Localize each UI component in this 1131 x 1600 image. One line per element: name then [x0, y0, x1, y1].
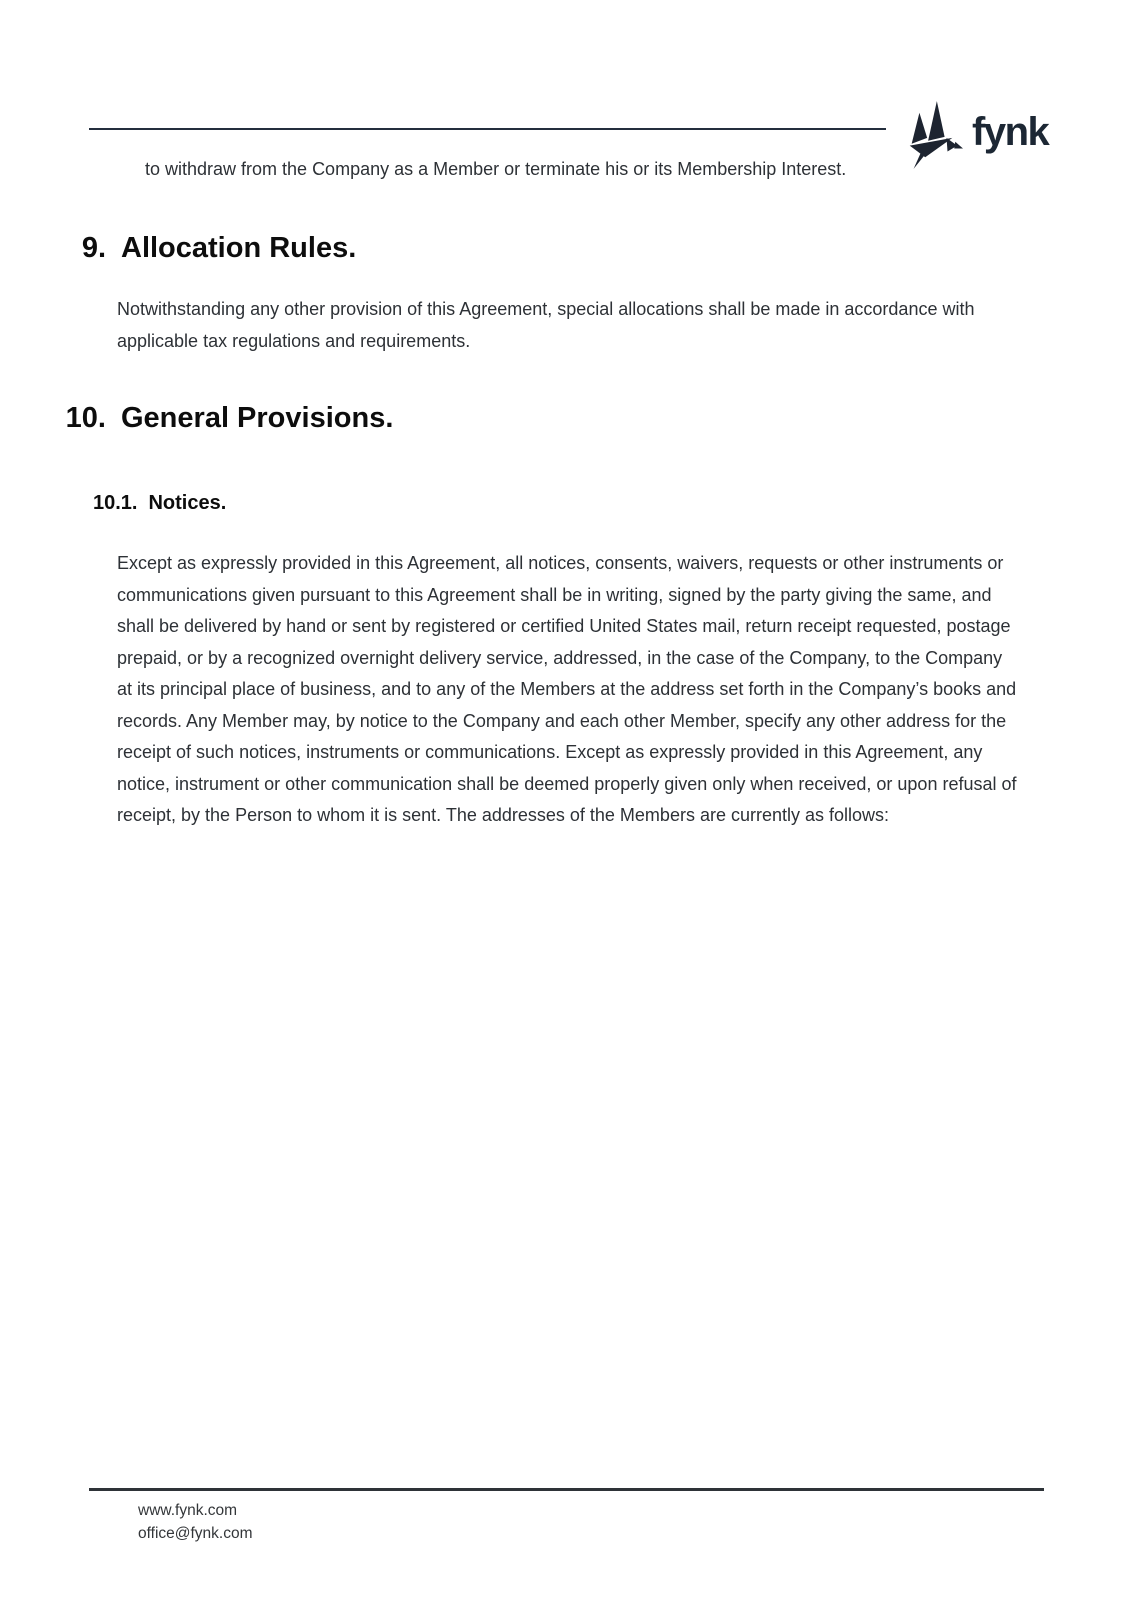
subsection-10-1-number: 10.1.: [93, 492, 138, 514]
section-10-title: General Provisions.: [121, 402, 394, 434]
footer-email: office@fynk.com: [138, 1525, 253, 1542]
subsection-10-1-heading: [93, 490, 226, 516]
footer-divider: [89, 1488, 1044, 1491]
footer-website: www.fynk.com: [138, 1502, 238, 1519]
continuation-text: to withdraw from the Company as a Member or terminate his or its Membership Interest.: [145, 159, 847, 179]
subsection-10-1-body: Except as expressly provided in this Agreement, all notices, consents, waivers, requests or other instruments or communications given pursuant to this Agreement shall be in writing, signed by the party giving the same, and shall be delivered by hand or sent by registered or certified United States mail, return receipt requested, postage prepaid, or by a recognized overnight delivery service, addressed, in the case of the Company, to the Company at its principal place of business, and to any of the Members at the address set forth in the Company’s books and records. Any Member may, by notice to the Company and each other Member, specify any other address for the receipt of such notices, instruments or communications. Except as expressly provided in this Agreement, any notice, instrument or other communication shall be deemed properly given only when received, or upon refusal of receipt, by the Person to whom it is sent. The addresses of the Members are currently as follows:: [117, 553, 1017, 825]
header-divider: [89, 128, 886, 130]
subsection-10-1-title: Notices.: [148, 492, 227, 514]
section-10-heading: [60, 401, 393, 436]
section-9-title: Allocation Rules.: [121, 232, 357, 264]
section-9-number: 9.: [81, 232, 106, 264]
section-10-number: 10.: [65, 402, 106, 434]
section-9-heading: [60, 231, 356, 266]
section-9-body: Notwithstanding any other provision of this Agreement, special allocations shall be made in accordance with applicable tax regulations and requirements.: [117, 299, 975, 351]
fynk-wordmark: fynk: [972, 110, 1049, 154]
footer: [138, 1499, 253, 1545]
